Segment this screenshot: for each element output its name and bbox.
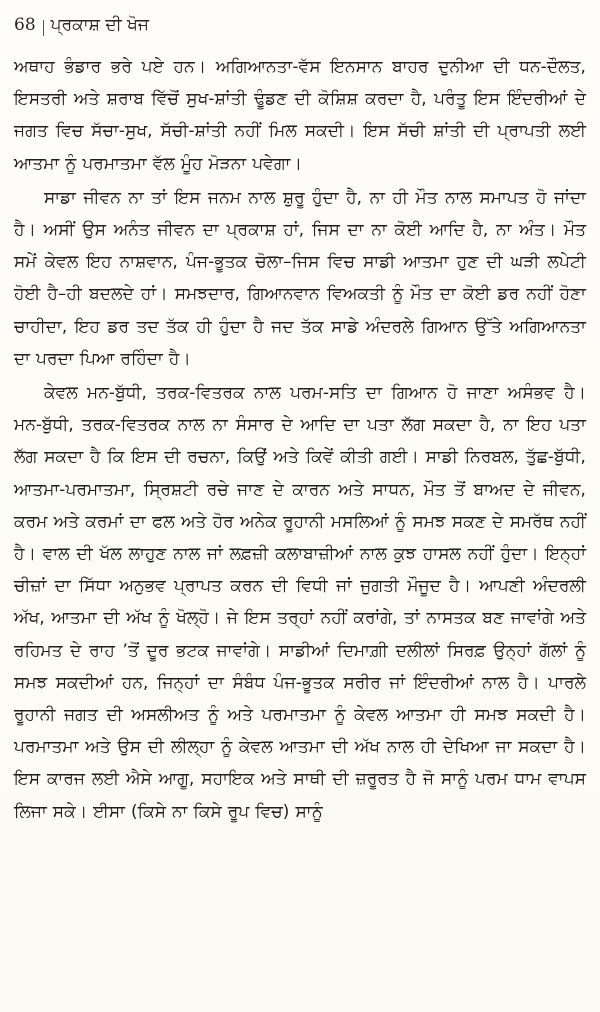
page-number: 68 [14,15,36,35]
paragraph-life-and-death: ਸਾਡਾ ਜੀਵਨ ਨਾ ਤਾਂ ਇਸ ਜਨਮ ਨਾਲ ਸ਼ੁਰੂ ਹੁੰਦਾ ਹੈ, ਨਾ ਹੀ ਮੌਤ ਨਾਲ ਸਮਾਪਤ ਹੋ ਜਾਂਦਾ ਹੈ। ਅਸੀਂ ਉਸ ਅਨੰਤ ਜੀਵਨ ਦਾ ਪ੍ਰਕਾਸ਼ ਹਾਂ, ਜਿਸ ਦਾ ਨਾ ਕੋਈ ਆਦਿ ਹੈ, ਨਾ ਅੰਤ। ਮੌਤ ਸਮੇਂ ਕੇਵਲ ਇਹ ਨਾਸ਼ਵਾਨ, ਪੰਜ-ਭੂਤਕ ਚੋਲਾ–ਜਿਸ ਵਿਚ ਸਾਡੀ ਆਤਮਾ ਹੁਣ ਦੀ ਘੜੀ ਲਪੇਟੀ ਹੋਈ ਹੈ–ਹੀ ਬਦਲਦੇ ਹਾਂ। ਸਮਝਦਾਰ, ਗਿਆਨਵਾਨ ਵਿਅਕਤੀ ਨੂੰ ਮੌਤ ਦਾ ਕੋਈ ਡਰ ਨਹੀਂ ਹੋਣਾ ਚਾਹੀਦਾ, ਇਹ ਡਰ ਤਦ ਤੱਕ ਹੀ ਹੁੰਦਾ ਹੈ ਜਦ ਤੱਕ ਸਾਡੇ ਅੰਦਰਲੇ ਗਿਆਨ ਉੱਤੇ ਅਗਿਆਨਤਾ ਦਾ ਪਰਦਾ ਪਿਆ ਰਹਿੰਦਾ ਹੈ। [14,186,586,368]
running-head [14,14,586,42]
paragraph-intellect-limits: ਕੇਵਲ ਮਨ-ਬੁੱਧੀ, ਤਰਕ-ਵਿਤਰਕ ਨਾਲ ਪਰਮ-ਸਤਿ ਦਾ ਗਿਆਨ ਹੋ ਜਾਣਾ ਅਸੰਭਵ ਹੈ। ਮਨ-ਬੁੱਧੀ, ਤਰਕ-ਵਿਤਰਕ ਨਾਲ ਨਾ ਸੰਸਾਰ ਦੇ ਆਦਿ ਦਾ ਪਤਾ ਲੱਗ ਸਕਦਾ ਹੈ, ਨਾ ਇਹ ਪਤਾ ਲੱਗ ਸਕਦਾ ਹੈ ਕਿ ਇਸ ਦੀ ਰਚਨਾ, ਕਿਉਂ ਅਤੇ ਕਿਵੇਂ ਕੀਤੀ ਗਈ। ਸਾਡੀ ਨਿਰਬਲ, ਤੁੱਛ-ਬੁੱਧੀ, ਆਤਮਾ-ਪਰਮਾਤਮਾ, ਸ੍ਰਿਸ਼ਟੀ ਰਚੇ ਜਾਣ ਦੇ ਕਾਰਨ ਅਤੇ ਸਾਧਨ, ਮੌਤ ਤੋਂ ਬਾਅਦ ਦੇ ਜੀਵਨ, ਕਰਮ ਅਤੇ ਕਰਮਾਂ ਦਾ ਫਲ ਅਤੇ ਹੋਰ ਅਨੇਕ ਰੂਹਾਨੀ ਮਸਲਿਆਂ ਨੂੰ ਸਮਝ ਸਕਣ ਦੇ ਸਮਰੱਥ ਨਹੀਂ ਹੈ। ਵਾਲ ਦੀ ਖੱਲ ਲਾਹੁਣ ਨਾਲ ਜਾਂ ਲਫ਼ਜ਼ੀ ਕਲਾਬਾਜ਼ੀਆਂ ਨਾਲ ਕੁਝ ਹਾਸਲ ਨਹੀਂ ਹੁੰਦਾ। ਇਨ੍ਹਾਂ ਚੀਜ਼ਾਂ ਦਾ ਸਿੱਧਾ ਅਨੁਭਵ ਪ੍ਰਾਪਤ ਕਰਨ ਦੀ ਵਿਧੀ ਜਾਂ ਜੁਗਤੀ ਮੌਜੂਦ ਹੈ। ਆਪਣੀ ਅੰਦਰਲੀ ਅੱਖ, ਆਤਮਾ ਦੀ ਅੱਖ ਨੂੰ ਖੋਲ੍ਹੋ। ਜੇ ਇਸ ਤਰ੍ਹਾਂ ਨਹੀਂ ਕਰਾਂਗੇ, ਤਾਂ ਨਾਸਤਕ ਬਣ ਜਾਵਾਂਗੇ ਅਤੇ ਰਹਿਮਤ ਦੇ ਰਾਹ ’ਤੋਂ ਦੂਰ ਭਟਕ ਜਾਵਾਂਗੇ। ਸਾਡੀਆਂ ਦਿਮਾਗ਼ੀ ਦਲੀਲਾਂ ਸਿਰਫ਼ ਉਨ੍ਹਾਂ ਗੱਲਾਂ ਨੂੰ ਸਮਝ ਸਕਦੀਆਂ ਹਨ, ਜਿਨ੍ਹਾਂ ਦਾ ਸੰਬੰਧ ਪੰਜ-ਭੂਤਕ ਸਰੀਰ ਜਾਂ ਇੰਦਰੀਆਂ ਨਾਲ ਹੈ। ਪਾਰਲੇ ਰੂਹਾਨੀ ਜਗਤ ਦੀ ਅਸਲੀਅਤ ਨੂੰ ਅਤੇ ਪਰਮਾਤਮਾ ਨੂੰ ਕੇਵਲ ਆਤਮਾ ਹੀ ਸਮਝ ਸਕਦੀ ਹੈ। ਪਰਮਾਤਮਾ ਅਤੇ ਉਸ ਦੀ ਲੀਲ੍ਹਾ ਨੂੰ ਕੇਵਲ ਆਤਮਾ ਦੀ ਅੱਖ ਨਾਲ ਹੀ ਦੇਖਿਆ ਜਾ ਸਕਦਾ ਹੈ। ਇਸ ਕਾਰਜ ਲਈ ਐਸੇ ਆਗੂ, ਸਹਾਇਕ ਅਤੇ ਸਾਥੀ ਦੀ ਜ਼ਰੂਰਤ ਹੈ ਜੋ ਸਾਨੂੰ ਪਰਮ ਧਾਮ ਵਾਪਸ ਲਿਜਾ ਸਕੇ। ਈਸਾ (ਕਿਸੇ ਨਾ ਕਿਸੇ ਰੂਪ ਵਿਚ) ਸਾਨੂੰ [14,382,586,821]
page-body [14,50,586,827]
paragraph-continued: ਅਥਾਹ ਭੰਡਾਰ ਭਰੇ ਪਏ ਹਨ। ਅਗਿਆਨਤਾ-ਵੱਸ ਇਨਸਾਨ ਬਾਹਰ ਦੁਨੀਆ ਦੀ ਧਨ-ਦੌਲਤ, ਇਸਤਰੀ ਅਤੇ ਸ਼ਰਾਬ ਵਿੱਚੋਂ ਸੁਖ-ਸ਼ਾਂਤੀ ਢੂੰਡਣ ਦੀ ਕੋਸ਼ਿਸ਼ ਕਰਦਾ ਹੈ, ਪਰੰਤੂ ਇਸ ਇੰਦਰੀਆਂ ਦੇ ਜਗਤ ਵਿਚ ਸੱਚਾ-ਸੁਖ, ਸੱਚੀ-ਸ਼ਾਂਤੀ ਨਹੀਂ ਮਿਲ ਸਕਦੀ। ਇਸ ਸੱਚੀ ਸ਼ਾਂਤੀ ਦੀ ਪ੍ਰਾਪਤੀ ਲਈ ਆਤਮਾ ਨੂੰ ਪਰਮਾਤਮਾ ਵੱਲ ਮੂੰਹ ਮੋੜਨਾ ਪਵੇਗਾ। [14,56,586,173]
running-title: ਪ੍ਰਕਾਸ਼ ਦੀ ਖੋਜ [50,15,149,35]
header-separator [43,20,44,36]
